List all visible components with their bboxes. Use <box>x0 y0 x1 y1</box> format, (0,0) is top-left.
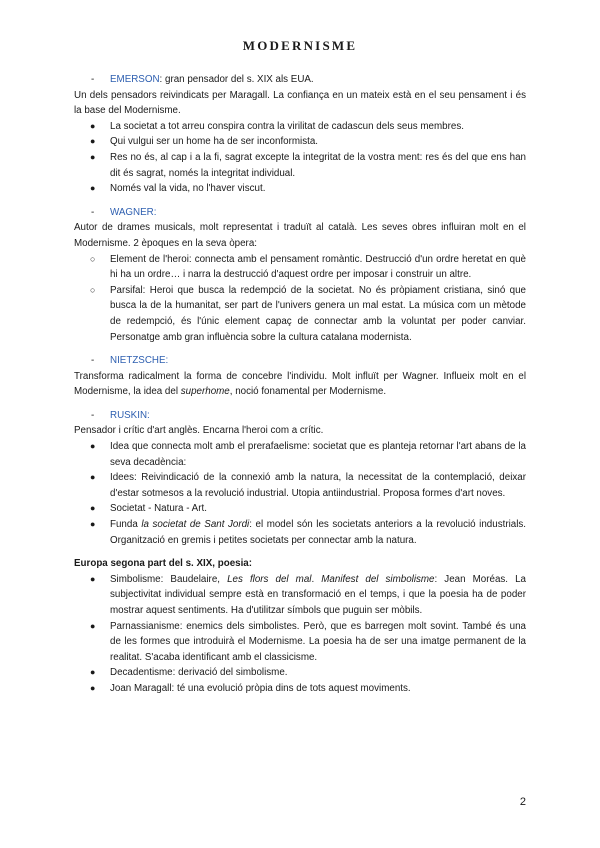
emerson-intro: Un dels pensadors reivindicats per Maragall. La confiança en un mateix està en el seu pensament i és la base del Modernisme. <box>74 89 526 117</box>
bullet-icon: ● <box>90 573 96 584</box>
heading-wagner: WAGNER: <box>110 206 157 218</box>
hollow-bullet-icon: ○ <box>90 284 96 295</box>
list-item-text: Joan Maragall: té una evolució pròpia dins de tots aquest moviments. <box>110 682 411 694</box>
heading-emerson-rest: : gran pensador del s. XIX als EUA. <box>159 74 314 85</box>
list-item-text: Element de l'heroi: connecta amb el pensament romàntic. Destrucció d'un ordre heretat en què hi ha un ordre… i narra la destrucció d'aquest ordre per imposar i construir un altre. <box>110 253 526 281</box>
nietzsche-intro <box>74 369 526 400</box>
hollow-bullet-icon: ○ <box>90 253 96 264</box>
list-item-text: Qui vulgui ser un home ha de ser inconformista. <box>110 136 319 148</box>
page-number: 2 <box>519 796 526 808</box>
europa-list <box>74 572 526 697</box>
ruskin-intro: Pensador i crític d'art anglès. Encarna l'heroi com a crític. <box>74 425 324 437</box>
page-title: MODERNISME <box>242 38 358 53</box>
dash-marker: - <box>91 206 95 218</box>
section-heading-nietzsche <box>74 353 526 369</box>
list-item <box>74 501 526 517</box>
list-item-text: La societat a tot arreu conspira contra la virilitat de cadascun dels seus membres. <box>110 120 464 132</box>
nietzsche-text-b: , noció fonamental per Modernisme. <box>229 386 387 398</box>
bullet-icon: ● <box>90 503 96 514</box>
list-item-text: Idees: Reivindicació de la connexió amb la natura, la necessitat de la contemplació, deixar d'estar sotmesos a la revolució industrial. Utopia antiindustrial. Proposa formes d'art noves. <box>110 472 526 499</box>
list-item <box>74 572 526 619</box>
nietzsche-text-a: Transforma radicalment la forma de concebre l'individu. Molt influït per Wagner. Influeix molt en el Modernisme, la idea del <box>74 370 526 398</box>
heading-ruskin: RUSKIN: <box>110 409 150 421</box>
list-item <box>74 119 526 135</box>
list-item-emphasis: Les flors del mal <box>227 573 312 585</box>
list-item-text: Parnassianisme: enemics dels simbolistes. Però, que es barregen molt sovint. També és una de les formes que introduirà el Modernisme. La poesia ha de ser una imatge permanent de la realitat. S'acaba identificant amb el classicisme. <box>110 620 526 663</box>
list-item <box>74 439 526 470</box>
bullet-icon: ● <box>90 151 96 162</box>
list-item <box>74 665 526 681</box>
list-item-text: Idea que connecta molt amb el prerafaelisme: societat que es planteja retornar l'art abans de la seva decadència: <box>110 441 526 468</box>
list-item <box>74 283 526 345</box>
nietzsche-emphasis: superhome <box>180 386 230 398</box>
bullet-icon: ● <box>90 519 96 530</box>
list-item-text: Simbolisme: Baudelaire, <box>110 573 228 585</box>
section-heading-emerson <box>74 72 526 88</box>
list-item <box>74 517 526 548</box>
emerson-list <box>74 119 526 197</box>
section-heading-wagner <box>74 205 526 221</box>
list-item-text: : Jean Moréas. La subjectivitat individual sempre està en transformació en el temps, i que la poesia ha de poder mostrar aquest sentiments. Ha d'utilitzar símbols que puguin ser mòbils. <box>110 573 526 616</box>
list-item-text: Parsifal: Heroi que busca la redempció de la societat. No és pròpiament cristiana, sinó que busca la de la humanitat, ser part de l'univers genera un mal estat. La música com un mètode de redempció, és l'únic element capaç de connectar amb la voluntat per poder canviar. Personatge amb gran influència sobre la cultura catalana modernista. <box>110 284 526 343</box>
heading-nietzsche: NIETZSCHE: <box>110 355 169 367</box>
bullet-icon: ● <box>90 136 96 147</box>
list-item <box>74 181 526 197</box>
wagner-intro: Autor de drames musicals, molt representat i traduït al català. Les seves obres influiran molt en el Modernisme. 2 èpoques en la seva òpera: <box>74 222 526 249</box>
list-item-emphasis: Manifest del simbolisme <box>321 573 435 585</box>
dash-marker: - <box>91 355 95 367</box>
bullet-icon: ● <box>90 667 96 678</box>
list-item-text: Res no és, al cap i a la fi, sagrat excepte la integritat de la vostra ment: res és del que ens han dit és sagrat, només la integritat individual. <box>110 151 526 179</box>
list-item-text: Decadentisme: derivació del simbolisme. <box>110 667 288 679</box>
bullet-icon: ● <box>90 620 96 631</box>
list-item <box>74 470 526 501</box>
bullet-icon: ● <box>90 120 96 131</box>
list-item-text: : el model són les societats anteriors a la revolució industrials. Organització en gremis i petites societats per connectar amb la natura. <box>110 519 526 546</box>
bullet-icon: ● <box>90 183 96 194</box>
ruskin-list <box>74 439 526 548</box>
list-item-text: Només val la vida, no l'haver viscut. <box>110 183 266 195</box>
section-heading-ruskin <box>74 408 526 424</box>
bullet-icon: ● <box>90 441 96 452</box>
bullet-icon: ● <box>90 472 96 483</box>
bullet-icon: ● <box>90 682 96 693</box>
dash-marker: - <box>91 409 95 421</box>
heading-emerson: EMERSON <box>110 74 160 85</box>
dash-marker: - <box>91 74 95 85</box>
list-item <box>74 681 526 697</box>
list-item-text: Societat - Natura - Art. <box>110 503 207 515</box>
list-item-text: Funda <box>110 519 142 531</box>
list-item <box>74 619 526 666</box>
list-item <box>74 150 526 181</box>
section-heading-europa: Europa segona part del s. XIX, poesia: <box>74 558 253 570</box>
list-item-emphasis: la societat de Sant Jordi <box>141 519 250 531</box>
list-item <box>74 252 526 283</box>
list-item <box>74 134 526 150</box>
list-item-text: . <box>311 573 322 585</box>
wagner-list <box>74 252 526 346</box>
document-body <box>74 72 526 697</box>
